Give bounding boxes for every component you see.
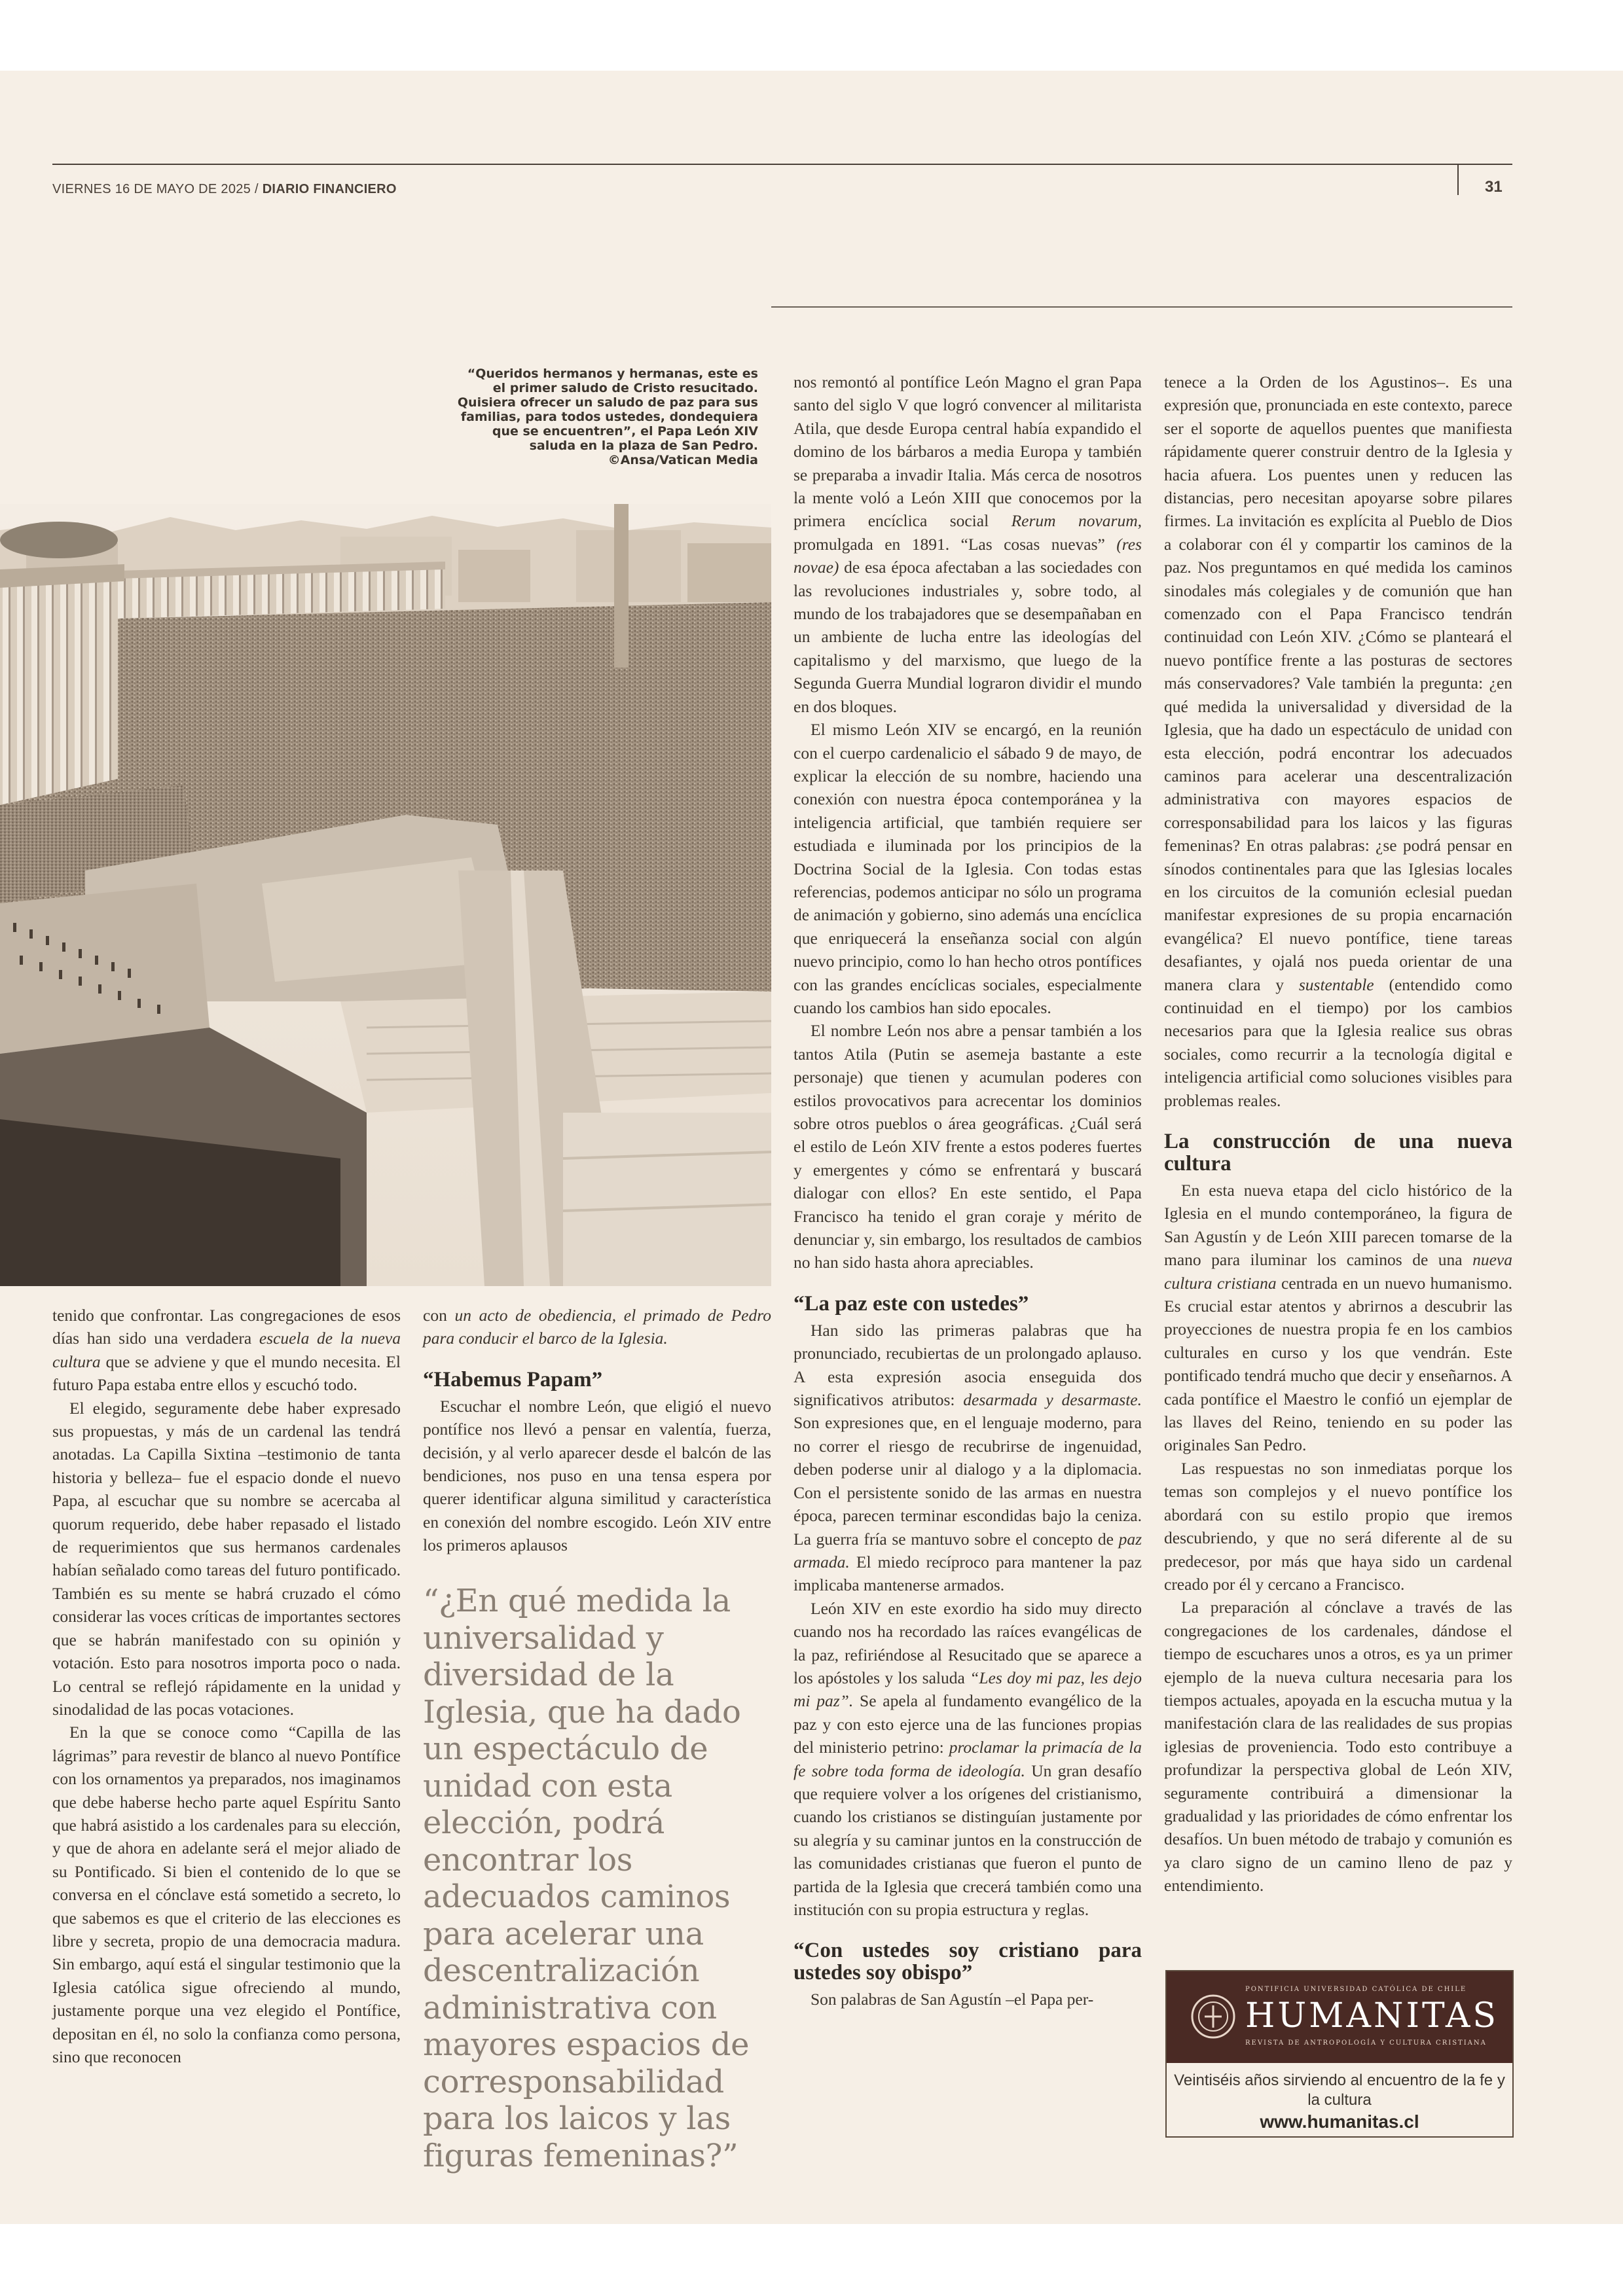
- col4-paragraph-1: tenece a la Orden de los Agustinos–. Es una expresión que, pronunciada en este contexto, parece ser el soporte de aquellos puentes que manifiesta rápidamente querer construir dentro de la Iglesia y hacia afuera. Los puentes unen y reducen las distancias, pero necesitan apoyarse sobre pilares firmes. La invitación es explícita al Pueblo de Dios a colaborar con él y compartir los caminos de la paz. Nos preguntamos en qué medida los caminos sinodales más colegiales y de comunión que han comenzado con el Papa Francisco tendrán continuidad con León XIV. ¿Cómo se planteará el nuevo pontífice frente a las posturas de sectores más conservadores? Vale también la pregunta: ¿en qué medida la universalidad y diversidad de la Iglesia, que ha dado un espectáculo de unidad con esta elección, podrá encontrar los adecuados caminos para acelerar una descentralización administrativa con mayores espacios de corresponsabilidad para los laicos y las figuras femeninas? En otras palabras: ¿se podrá pensar en sínodos continentales para que las Iglesias locales en los circuitos de la comunión eclesial puedan manifestar expresiones de su propia encarnación evangélica? El nuevo pontífice, tiene tareas desafiantes, y ojalá nos pueda orientar de una manera clara y sustentable (entendido como continuidad en el tiempo) por los cambios necesarios para que la Iglesia realice sus obras sociales, como recurrir a la tecnología digital e inteligencia artificial como soluciones visibles para problemas reales.: [1164, 372, 1513, 1110]
- page-number: 31: [1485, 178, 1503, 196]
- col2-paragraph-2: Escuchar el nombre León, que eligió el nuevo pontífice nos llevó a pensar en valentía, fuerza, decisión, y al verlo aparecer desde el balcón de las bendiciones, nos puso en una tensa espera por querer identificar alguna similitud y característica en conexión del nombre escogido. León XIV entre los primeros aplausos: [423, 1396, 771, 1555]
- university-seal-icon: [1190, 1994, 1236, 2039]
- header-date: VIERNES 16 DE MAYO DE 2025 /: [52, 182, 263, 196]
- st-peters-square-photo: [0, 504, 771, 1286]
- humanitas-advertisement[interactable]: [1165, 1970, 1514, 2138]
- publication-name: DIARIO FINANCIERO: [262, 182, 397, 196]
- col4-paragraph-3: Las respuestas no son inmediatas porque los temas son complejos y el nuevo pontífice los abordará con su estilo propio que iremos descubriendo, y que no será diferente al de su predecesor, por más que haya sido un cardenal creado por él y cercano a Francisco.: [1164, 1458, 1512, 1594]
- ad-title: HUMANITAS: [1245, 1996, 1499, 2036]
- col1-paragraph-2: El elegido, seguramente debe haber expresado sus propuestas, y más de un cardenal las tendrá anotadas. La Capilla Sixtina –testimonio de tanta historia y belleza– fue el espacio donde el nuevo Papa, al escuchar que su nombre se acercaba al quorum requerido, debe haber repasado el listado de requerimientos que sus hermanos cardenales habían señalado como tareas del futuro pontificado. También es su mente se habrá cruzado el cómo considerar las voces críticas de importantes sectores que se habrán manifestado con su opinión y votación. Esto para nosotros importa poco o nada. Lo central se reflejó rápidamente en la unidad y sinodalidad de las pocas votaciones.: [52, 1398, 401, 1719]
- ad-url-link[interactable]: www.humanitas.cl: [1260, 2111, 1419, 2132]
- col3-paragraph-4: Han sido las primeras palabras que ha pronunciado, recubiertas de un prolongado aplauso. A esta expresión asocia enseguida dos significativos atributos: desarmada y desarmaste. Son expresiones que, en el lenguaje moderno, para no correr el riesgo de recubrirse de ingenuidad, deben poderse unir al dialogo y a la diplomacia. Con el persistente sonido de las armas en nuestra época, parecen terminar escondidas bajo la ceniza. La guerra fría se mantuvo sobre el concepto de paz armada. El miedo recíproco para mantener la paz implicaba mantenerse armados.: [793, 1320, 1142, 1595]
- article-column-1: [52, 1304, 401, 2068]
- col3-paragraph-3: El nombre León nos abre a pensar también a los tantos Atila (Putin se asemeja bastante a este personaje) que tienen y acumulan poderes con estilos provocativos para acrecentar los dominios sobre otros pueblos o área geográficas. ¿Cuál será el estilo de León XIV frente a estos poderes fuertes y emergentes y cómo se enfrentará y buscará dialogar con ellos? En este sentido, el Papa Francisco ha tenido el gran coraje y mérito de denunciar y, sin embargo, los resultados de cambios no han sido hasta ahora apreciables.: [793, 1021, 1142, 1272]
- col4-paragraph-4: La preparación al cónclave a través de las congregaciones de los cardenales, dándose el tiempo de escuchares unos a otros, es ya un primer ejemplo de la nueva cultura necesaria para los tiempos actuales, apoyada en la escucha mutua y la manifestación clara de las realidades de sus propias iglesias de proveniencia. Todo esto contribuye a profundizar la perspectiva global de León XIV, seguramente contribuirá a dimensionar la gradualidad y las prioridades de cómo enfrentar los desafíos. Un buen método de trabajo y comunión es ya claro signo de un camino lleno de paz y entendimiento.: [1164, 1598, 1512, 1895]
- col1-paragraph-3: En la que se conoce como “Capilla de las lágrimas” para revestir de blanco al nuevo Pontífice con los ornamentos ya preparados, nos imaginamos que debe haberse hecho parte aquel Espíritu Santo que habrá asistido a los cardenales para su elección, y que de ahora en adelante será el mejor aliado de su Pontificado. Si bien el contenido de lo que se conversa en el cónclave está sometido a secreto, lo que sabemos es que el criterio de las elecciones es libre y secreta, propio de una democracia madura. Sin embargo, aquí está el singular testimonio que la Iglesia católica sigue ofreciendo al mundo, justamente porque una vez elegido el Pontífice, depositan en él, no solo la confianza como persona, sino que reconocen: [52, 1723, 401, 2066]
- pull-quote: “¿En qué medida la universalidad y diversidad de la Iglesia, que ha dado un espectáculo de unidad con esta elección, podrá encontrar los adecuados caminos para acelerar una descentralización administrativa con mayores espacios de corresponsabilidad para los laicos y las figuras femeninas?”: [423, 1583, 750, 2174]
- col2-paragraph-1: con un acto de obediencia, el primado de Pedro para conducir el barco de la Iglesia.: [423, 1306, 771, 1348]
- ad-banner: [1167, 1971, 1512, 2063]
- article-column-4: [1164, 370, 1512, 1897]
- heading-nueva-cultura: La construcción de una nueva cultura: [1164, 1130, 1512, 1175]
- heading-la-paz: “La paz este con ustedes”: [793, 1291, 1029, 1316]
- section-rule: [771, 306, 1512, 308]
- article-column-3: [793, 370, 1142, 2011]
- photo-caption: “Queridos hermanos y hermanas, este es el primer saludo de Cristo resucitado. Quisiera ofrecer un saludo de paz para sus familias, para todos ustedes, dondequiera que se encuentren”, el Papa León XIV saluda en la plaza de San Pedro. ©Ansa/Vatican Media: [457, 367, 758, 467]
- col3-paragraph-6: Son palabras de San Agustín –el Papa per-: [811, 1990, 1094, 2009]
- header-divider: [1457, 165, 1459, 195]
- heading-habemus-papam: “Habemus Papam”: [423, 1367, 603, 1391]
- col3-paragraph-5: León XIV en este exordio ha sido muy directo cuando nos ha recordado las raíces evangélicas de la paz, refiriéndose al Resucitado que se aparece a los apóstoles y los saluda “Les doy mi paz, les dejo mi paz”. Se apela al fundamento evangélico de la paz y con esto ejerce una de las funciones propias del ministerio petrino: proclamar la primacía de la fe sobre toda forma de ideología. Un gran desafío que requiere volver a los orígenes del cristianismo, cuando los cristianos se distinguían justamente por su alegría y su caminar juntos en la construcción de las comunidades cristianas que fueron el punto de partida de la Iglesia que crecerá también como una institución con su propia estructura y reglas.: [793, 1598, 1142, 1919]
- ad-university: PONTIFICIA UNIVERSIDAD CATÓLICA DE CHILE: [1245, 1986, 1467, 1993]
- page-header: [52, 182, 397, 197]
- heading-con-ustedes: “Con ustedes soy cristiano para ustedes soy obispo”: [793, 1939, 1142, 1985]
- col1-paragraph-1: tenido que confrontar. Las congregaciones de esos días han sido una verdadera escuela de la nueva cultura que se adviene y que el mundo necesita. El futuro Papa estaba entre ellos y escuchó todo.: [52, 1306, 401, 1395]
- col4-paragraph-2: En esta nueva etapa del ciclo histórico de la Iglesia en el mundo contemporáneo, la figura de San Agustín y de León XIII parecen tomarse de la mano para iluminar los caminos de una nueva cultura cristiana centrada en un nuevo humanismo. Es crucial estar atentos y abrirnos a descubrir las proyecciones de nuestra propia fe en los cambios culturales en curso y los que vendrán. Este pontificado tendrá mucho que decir y enseñarnos. A cada pontífice el Maestro le confió un ejemplar de las llaves del Reino, teniendo en su poder las originales San Pedro.: [1164, 1181, 1512, 1455]
- ad-subtitle: REVISTA DE ANTROPOLOGÍA Y CULTURA CRISTIANA: [1245, 2039, 1487, 2047]
- ad-tagline: Veintiséis años sirviendo al encuentro de la fe y la cultura: [1174, 2072, 1505, 2109]
- col3-paragraph-2: El mismo León XIV se encargó, en la reunión con el cuerpo cardenalicio el sábado 9 de mayo, de explicar la elección de su nombre, haciendo una conexión con nuestra época contemporánea y la inteligencia artificial, que también requiere ser estudiada e iluminada por los principios de la Doctrina Social de la Iglesia. Con todas estas referencias, podemos anticipar no sólo un programa de animación y gobierno, sino además una encíclica que enriquecerá la enseñanza social con algún nuevo principio, como lo han hecho otros pontífices con las grandes encíclicas sociales, especialmente cuando los cambios han sido epocales.: [793, 720, 1142, 1017]
- header-rule: [52, 164, 1512, 165]
- col3-paragraph-1: nos remontó al pontífice León Magno el gran Papa santo del siglo V que logró convencer al militarista Atila, que desde Europa central había expandido el domino de los bárbaros a media Europa y también se preparaba a invadir Italia. Más cerca de nosotros la mente voló a León XIII que conocemos por la primera encíclica social Rerum novarum, promulgada en 1891. “Las cosas nuevas” (res novae) de esa época afectaban a las sociedades con las revoluciones industriales y, sobre todo, al mundo de los trabajadores que se desempañaban en un ambiente de lucha entre las ideologías del capitalismo y del marxismo, que luego de la Segunda Guerra Mundial lograron dividir el mundo en dos bloques.: [793, 372, 1142, 716]
- article-column-2: [423, 1304, 771, 1557]
